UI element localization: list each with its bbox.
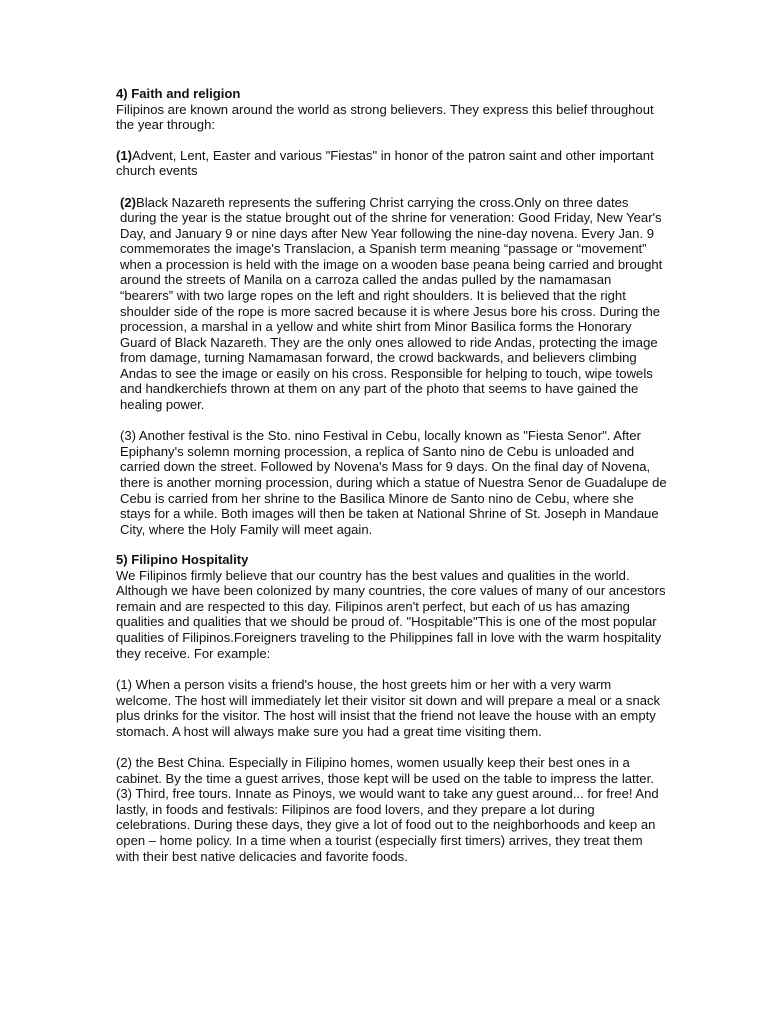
- faith-item-3: (3) Another festival is the Sto. nino Festival in Cebu, locally known as "Fiesta Senor". After Epiphany's solemn morning procession, a replica of Santo nino de Cebu is unloaded and carried down the street. Followed by Novena's Mass for 9 days. On the final day of Novena, there is another morning procession, during which a statue of Nuestra Senor de Guadalupe de Cebu is carried from her shrine to the Basilica Minore de Santo nino de Cebu, where she stays for a while. Both images will then be taken at National Shrine of St. Joseph in Mandaue City, where the Holy Family will meet again.: [120, 428, 667, 537]
- section-5-intro: We Filipinos firmly believe that our country has the best values and qualities in the world. Although we have been colonized by many countries, the core values of many of our ancestors remain and are respected to this day. Filipinos aren't perfect, but each of us has amazing qualities and qualities that we should be proud of. "Hospitable"This is one of the most popular qualities of Filipinos.Foreigners traveling to the Philippines fall in love with the warm hospitality they receive. For example:: [116, 567, 666, 661]
- section-5-heading: 5) Filipino Hospitality: [116, 552, 249, 568]
- section-4-heading: 4) Faith and religion: [116, 86, 241, 101]
- hospitality-item-1: (1) When a person visits a friend's house, the host greets him or her with a very warm welcome. The host will immediately let their visitor sit down and will prepare a meal or a snack plus drinks for the visitor. The host will insist that the friend not leave the house with an empty stomach. A host will always make sure you had a great time visiting them.: [116, 677, 661, 739]
- faith-item-2-text: Black Nazareth represents the suffering Christ carrying the cross.Only on three dates during the year is the statue brought out of the shrine for veneration: Good Friday, New Year's Day, and January 9 or nine days after New Year following the nine-day novena. Every Jan. 9 commemorates the image's Translacion, a Spanish term meaning “passage or “movement” when a procession is held with the image on a wooden base peana being carried and brought around the streets of Manila on a carroza called the andas pulled by the namamasan “bearers” with two large ropes on the left and right shoulders. It is believed that the right shoulder side of the rope is more sacred because it is where Jesus bore his cross. During the procession, a marshal in a yellow and white shirt from Minor Basilica forms the Honorary Guard of Black Nazareth. They are the only ones allowed to ride Andas, protecting the image from damage, turning Namamasan forward, the crowd backwards, and believers climbing Andas to see the image or easily on his cross. Responsible for helping to touch, wipe towels and handkerchiefs thrown at them on any part of the photo that seems to have gained the healing power.: [120, 194, 663, 412]
- faith-item-2-number: (2): [120, 194, 137, 210]
- hospitality-item-3: (3) Third, free tours. Innate as Pinoys, we would want to take any guest around... for free! And lastly, in foods and festivals: Filipinos are food lovers, and they prepare a lot during celebrations. During these days, they give a lot of food out to the neighborhoods and keep an open – home policy. In a time when a tourist (especially first timers) arrives, they treat them with their best native delicacies and favorite foods.: [116, 786, 659, 864]
- hospitality-item-2: (2) the Best China. Especially in Filipino homes, women usually keep their best ones in a cabinet. By the time a guest arrives, those kept will be used on the table to impress the latter.: [116, 755, 654, 786]
- faith-item-1-number: (1): [116, 147, 133, 163]
- faith-item-2: [116, 195, 668, 413]
- faith-item-1: [116, 148, 668, 179]
- section-4-intro: Filipinos are known around the world as strong believers. They express this belief throughout the year through:: [116, 101, 654, 133]
- faith-item-1-text: Advent, Lent, Easter and various "Fiestas" in honor of the patron saint and other important church events: [116, 147, 654, 179]
